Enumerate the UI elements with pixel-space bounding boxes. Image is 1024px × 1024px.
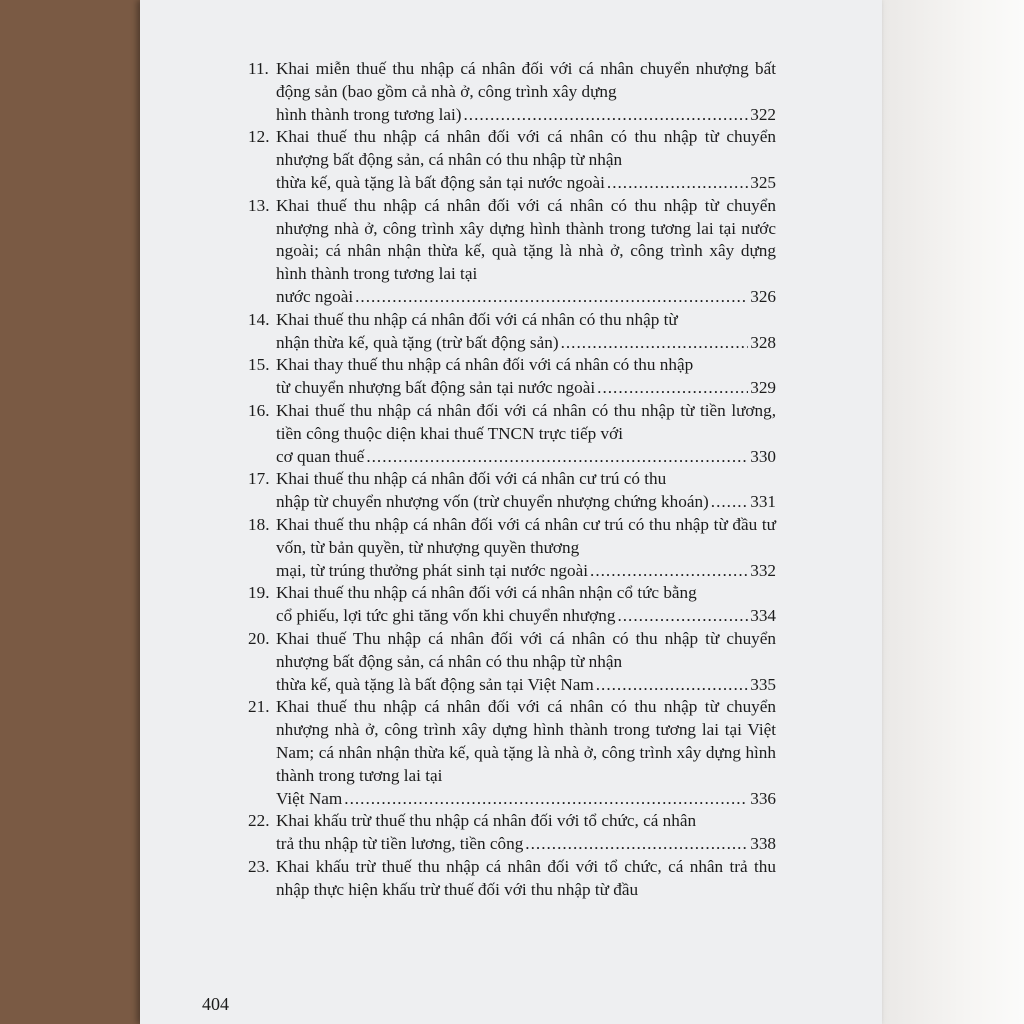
toc-entry-page: 326: [750, 286, 776, 306]
toc-entry-title: Khai khấu trừ thuế thu nhập cá nhân đối với tổ chức, cá nhân trả thu nhập thực hiện khấu trừ thuế đối với thu nhập từ đầu: [276, 856, 776, 899]
table-of-contents: [248, 58, 776, 901]
toc-entry-title: Khai thuế thu nhập cá nhân đối với cá nhân có thu nhập từ chuyển nhượng bất động sản, cá nhân có thu nhập từ nhận: [276, 127, 776, 170]
toc-entry-title: Khai miễn thuế thu nhập cá nhân đối với cá nhân chuyển nhượng bất động sản (bao gồm cả nhà ở, công trình xây dựng: [276, 59, 776, 101]
toc-entry: [248, 696, 776, 810]
dot-leader: [711, 491, 748, 514]
dot-leader: [617, 605, 748, 628]
toc-entry-title-end: nhận thừa kế, quà tặng (trừ bất động sản): [276, 332, 559, 352]
toc-entry-last-line: [276, 332, 776, 355]
toc-entry-page: 329: [750, 378, 776, 398]
toc-entry: [248, 514, 776, 582]
toc-entry-number: 11.: [248, 59, 269, 78]
toc-entry-last-line: [276, 833, 776, 856]
toc-entry-title: Khai thuế thu nhập cá nhân đối với cá nhân có thu nhập từ tiền lương, tiền công thuộc diện khai thuế TNCN trực tiếp với: [276, 400, 776, 443]
background-right: [880, 0, 1024, 1024]
toc-entry-number: 23.: [248, 856, 270, 876]
toc-entry-title: Khai thuế Thu nhập cá nhân đối với cá nhân có thu nhập từ chuyển nhượng bất động sản, cá nhân có thu nhập từ nhận: [276, 628, 776, 671]
dot-leader: [344, 788, 748, 811]
dot-leader: [366, 446, 748, 469]
dot-leader: [525, 833, 748, 856]
toc-entry: [248, 856, 776, 902]
toc-entry-last-line: [276, 172, 776, 195]
dot-leader: [607, 172, 748, 195]
toc-entry-last-line: [276, 560, 776, 583]
toc-entry-number: 20.: [248, 628, 270, 648]
toc-entry-title-end: mại, từ trúng thưởng phát sinh tại nước ngoài: [276, 560, 589, 580]
toc-entry: [248, 126, 776, 194]
toc-entry-number: 19.: [248, 583, 270, 603]
toc-entry-last-line: [276, 104, 776, 127]
toc-entry: [248, 628, 776, 696]
book-page: [140, 0, 882, 1024]
toc-entry: [248, 810, 776, 856]
toc-entry-title: Khai thay thuế thu nhập cá nhân đối với cá nhân có thu nhập: [276, 355, 694, 375]
toc-entry-last-line: [276, 674, 776, 697]
toc-entry-number: 16.: [248, 400, 270, 420]
toc-entry-title-end: từ chuyển nhượng bất động sản tại nước ngoài: [276, 378, 596, 398]
toc-entry-title-end: thừa kế, quà tặng là bất động sản tại Việt Nam: [276, 674, 594, 694]
dot-leader: [463, 104, 748, 127]
toc-entry: [248, 400, 776, 468]
toc-entry-title-end: thừa kế, quà tặng là bất động sản tại nước ngoài: [276, 172, 605, 192]
toc-entry-last-line: [276, 605, 776, 628]
toc-entry: [248, 309, 776, 355]
toc-entry-number: 17.: [248, 469, 270, 489]
toc-entry-page: 336: [750, 788, 776, 808]
dot-leader: [561, 332, 749, 355]
toc-entry-page: 335: [750, 674, 776, 694]
dot-leader: [590, 560, 748, 583]
toc-entry-title: Khai thuế thu nhập cá nhân đối với cá nhân có thu nhập từ chuyển nhượng nhà ở, công trình xây dựng hình thành trong tương lai tại nước ngoài; cá nhân nhận thừa kế, quà tặng là nhà ở, công trình xây dựng hình thành trong tương lai tại: [276, 195, 776, 284]
toc-entry-page: 332: [750, 560, 776, 580]
toc-entry-number: 13.: [248, 195, 270, 215]
dot-leader: [597, 377, 748, 400]
toc-entry-title: Khai thuế thu nhập cá nhân đối với cá nhân cư trú có thu nhập từ đầu tư vốn, từ bản quyền, từ nhượng quyền thương: [276, 514, 776, 557]
toc-entry-number: 22.: [248, 811, 270, 831]
toc-entry-title-end: Việt Nam: [276, 788, 343, 808]
toc-entry: [248, 354, 776, 400]
toc-entry-title-end: nước ngoài: [276, 286, 354, 306]
toc-entry-title-end: cơ quan thuế: [276, 446, 365, 466]
toc-entry-title-end: nhập từ chuyển nhượng vốn (trừ chuyển nhượng chứng khoán): [276, 492, 709, 512]
toc-entry-number: 21.: [248, 697, 270, 717]
toc-entry-page: 325: [750, 172, 776, 192]
toc-entry-page: 330: [750, 446, 776, 466]
toc-entry-last-line: [276, 788, 776, 811]
toc-entry-last-line: [276, 491, 776, 514]
toc-entry-title-end: hình thành trong tương lai): [276, 104, 462, 124]
toc-entry-page: 334: [750, 606, 776, 626]
toc-entry-number: 14.: [248, 309, 270, 329]
toc-entry: [248, 195, 776, 309]
toc-entry-last-line: [276, 286, 776, 309]
toc-entry: [248, 58, 776, 126]
toc-entry-number: 18.: [248, 514, 270, 534]
toc-entry-title-end: cổ phiếu, lợi tức ghi tăng vốn khi chuyển nhượng: [276, 606, 616, 626]
toc-entry-title: Khai thuế thu nhập cá nhân đối với cá nhân cư trú có thu: [276, 469, 667, 489]
toc-entry-page: 322: [750, 104, 776, 124]
toc-entry-title: Khai khấu trừ thuế thu nhập cá nhân đối với tổ chức, cá nhân: [276, 811, 697, 831]
dot-leader: [596, 674, 748, 697]
toc-entry-page: 331: [750, 492, 776, 512]
dot-leader: [355, 286, 748, 309]
toc-entry-title: Khai thuế thu nhập cá nhân đối với cá nhân nhận cổ tức bằng: [276, 583, 697, 603]
toc-entry: [248, 468, 776, 514]
toc-entry-last-line: [276, 377, 776, 400]
toc-entry-title-end: trả thu nhập từ tiền lương, tiền công: [276, 834, 524, 854]
toc-entry-number: 12.: [248, 127, 270, 147]
toc-entry-page: 338: [750, 834, 776, 854]
toc-entry-number: 15.: [248, 355, 270, 375]
page-number: 404: [202, 994, 229, 1014]
toc-entry-title: Khai thuế thu nhập cá nhân đối với cá nhân có thu nhập từ: [276, 309, 678, 329]
toc-entry-page: 328: [750, 332, 776, 352]
toc-entry-last-line: [276, 446, 776, 469]
toc-entry: [248, 582, 776, 628]
toc-entry-title: Khai thuế thu nhập cá nhân đối với cá nhân có thu nhập từ chuyển nhượng nhà ở, công trình xây dựng hình thành trong tương lai tại Việt Nam; cá nhân nhận thừa kế, quà tặng là nhà ở, công trình xây dựng hình thành trong tương lai tại: [276, 697, 776, 785]
